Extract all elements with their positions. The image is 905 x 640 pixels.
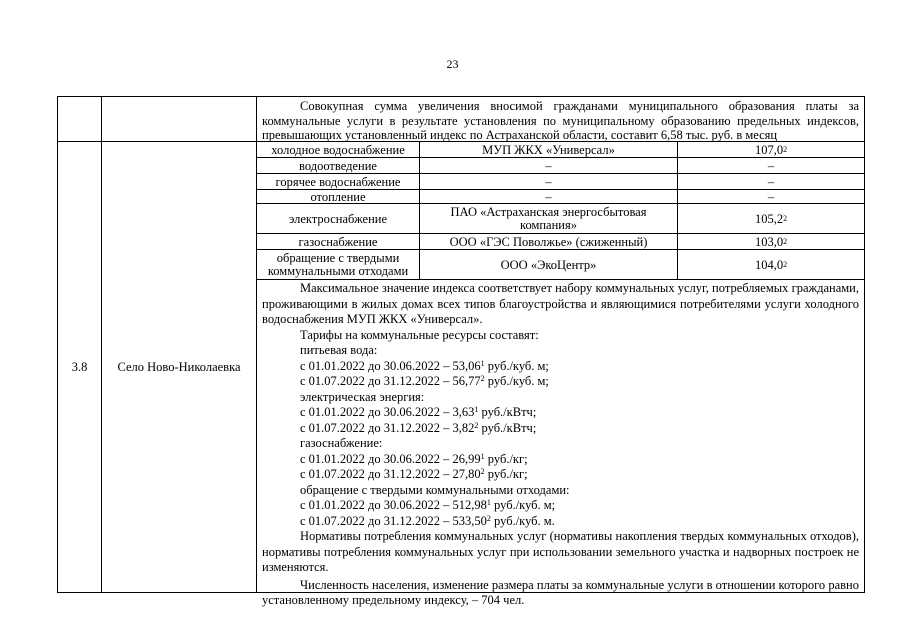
index-value: – [767,158,775,173]
provider-name: ООО «ГЭС Поволжье» (сжиженный) [449,234,648,249]
tariff-table [57,96,865,607]
tariff-label: питьевая вода: [300,343,378,357]
index-value: 103,0 2 [754,234,788,249]
tariff-line: с 01.01.2022 до 30.06.2022 – 512,98$^1$ руб./куб. м; [300,498,556,512]
provider-name: ПАО «Астраханская энергосбытовая компания» [450,204,647,232]
norms-paragraph: Нормативы потребления коммунальных услуг (нормативы накопления твердых коммунальных отходов), нормативы потребления коммунальных услуг при использовании земельного участка и надворных построек не изменяются. [262,529,859,574]
tariff-line: с 01.07.2022 до 31.12.2022 – 533,50$^2$ руб./куб. м. [300,513,555,528]
description-block [262,281,859,609]
top-note-text: Совокупная сумма увеличения вносимой гражданами муниципального образования платы за коммунальные услуги в результате установления по муниципальному образованию предельных индексов, превышающих установленный индекс по Астраханской области, составит 6,58 тыс. руб. в месяц [262,99,859,142]
tariff-label: газоснабжение: [300,436,383,450]
service-name: холодное водоснабжение [271,142,405,157]
service-name: газоснабжение [298,234,378,249]
tariff-group [262,343,859,529]
page-number: 23 [446,57,459,71]
service-name: электроснабжение [288,211,388,226]
provider-name: – [545,189,552,204]
tariff-line: с 01.07.2022 до 31.12.2022 – 3,82$^2$ руб./кВтч; [300,420,537,435]
index-value: – [767,174,775,189]
tariffs-heading: Тарифы на коммунальные ресурсы составят: [300,327,539,342]
tariff-line: с 01.01.2022 до 30.06.2022 – 53,06$^1$ руб./куб. м; [300,358,549,373]
index-value: 104,0 2 [754,257,788,272]
service-name: водоотведение [299,158,377,173]
row-divider [256,279,864,280]
max-index-paragraph: Максимальное значение индекса соответствует набору коммунальных услуг, потребляемых гражданами, проживающими в жилых домах всех типов благоустройства и являющимися потребителями услуги холодного водоснабжения МУП ЖКХ «Универсал». [262,281,859,326]
provider-name: – [545,174,552,189]
tariff-line: с 01.01.2022 до 30.06.2022 – 26,99$^1$ руб./кг; [300,451,528,466]
provider-name: – [545,158,552,173]
tariff-line: с 01.01.2022 до 30.06.2022 – 3,63$^1$ руб./кВтч; [300,405,537,419]
service-name: горячее водоснабжение [275,174,401,189]
service-name: обращение с твердыми коммунальными отходами [267,250,409,278]
index-value: 105,2 2 [754,211,788,226]
provider-name: МУП ЖКХ «Универсал» [482,142,615,157]
service-name: отопление [310,189,366,204]
tariff-label: электрическая энергия: [300,389,425,404]
index-value: – [767,189,775,204]
provider-name: ООО «ЭкоЦентр» [500,257,597,272]
top-note [262,99,859,143]
row-number: 3.8 [71,360,88,374]
settlement-name: Село Ново-Николаевка [117,360,241,374]
tariff-line: с 01.07.2022 до 31.12.2022 – 27,80$^2$ руб./кг; [300,467,528,481]
tariff-line: с 01.07.2022 до 31.12.2022 – 56,77$^2$ руб./куб. м; [300,374,549,388]
tariff-label: обращение с твердыми коммунальными отходами: [300,482,570,497]
index-value: 107,0 2 [754,142,788,157]
population-paragraph: Численность населения, изменение размера платы за коммунальные услуги в отношении которого равно установленному предельному индексу, – 704 чел. [262,577,859,607]
